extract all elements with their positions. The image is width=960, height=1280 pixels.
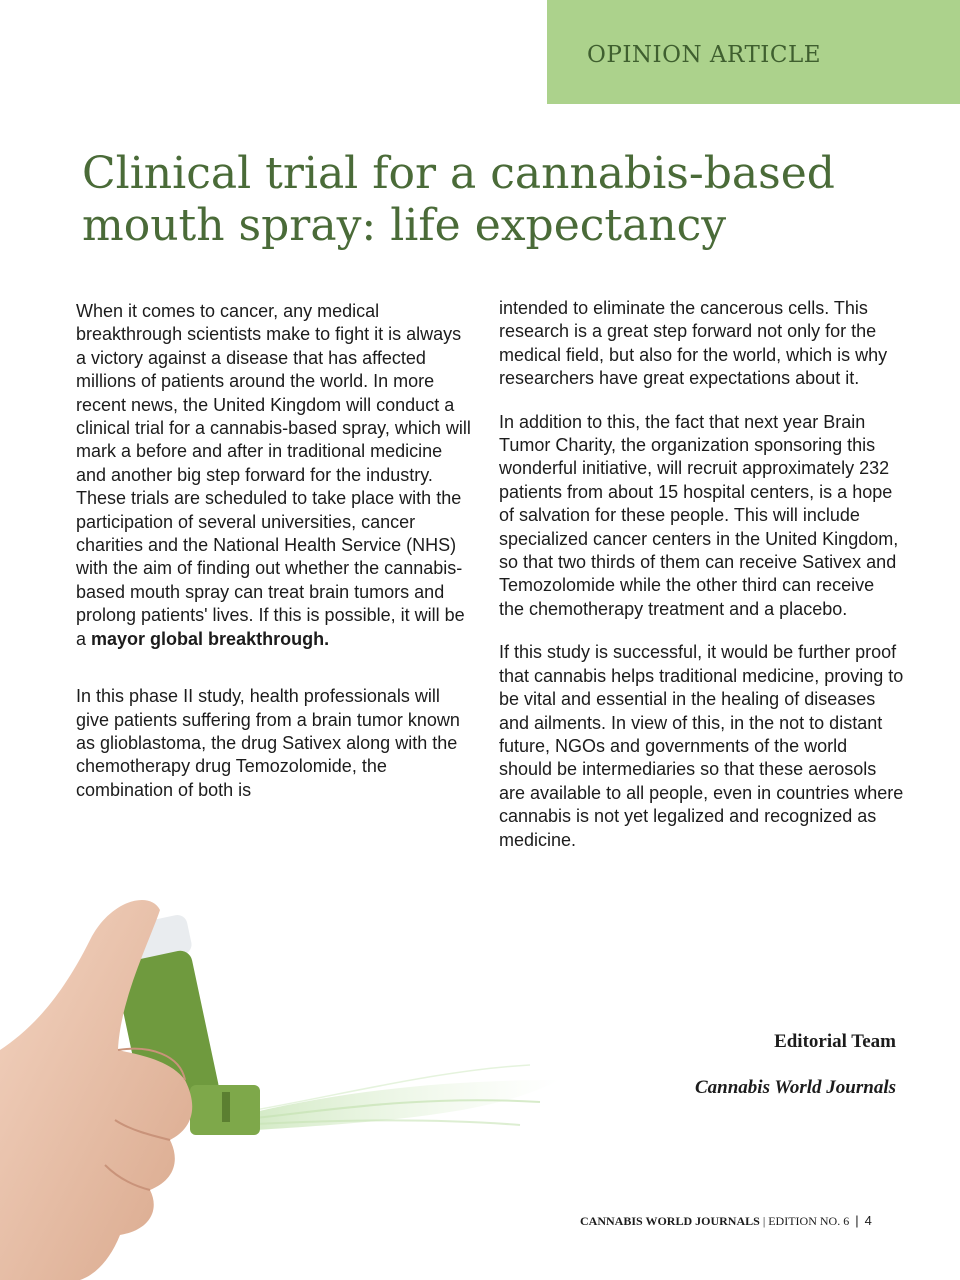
page-number: 4 [864, 1213, 872, 1228]
paragraph: In this phase II study, health professionals will give patients suffering from a brain tumor known as glioblastoma, the drug Sativex along with the chemotherapy drug Temozolomide, the combination of both is [76, 686, 460, 800]
bold-emphasis: mayor global breakthrough. [91, 628, 330, 649]
footer-edition: EDITION NO. 6 [768, 1214, 850, 1228]
paragraph: If this study is successful, it would be further proof that cannabis helps traditional medicine, proving to be vital and essential in the healing of diseases and ailments. In view of this, in the not to distant future, NGOs and governments of the world should be intermediaries so that these aerosols are available to all people, even in countries where cannabis is not yet legalized and recognized as medicine. [499, 642, 904, 850]
paragraph: In addition to this, the fact that next year Brain Tumor Charity, the organization sponsoring this wonderful initiative, will recruit approximately 232 patients from about 15 hospital centers, is a hope of salvation for these people. This will include specialized cancer centers in the United Kingdom, so that two thirds of them can receive Sativex and Temozolomide while the other third can receive the chemotherapy treatment and a placebo. [499, 411, 899, 619]
section-label: OPINION ARTICLE [587, 42, 822, 68]
footer-page-separator: | [855, 1213, 859, 1228]
left-column [76, 300, 476, 802]
spray-mist [255, 1065, 560, 1130]
article-title [82, 148, 842, 252]
footer-journal: CANNABIS WORLD JOURNALS [580, 1214, 760, 1228]
paragraph-text: When it comes to cancer, any medical breakthrough scientists make to fight it is always a victory against a disease that has affected millions of patients around the world. In more recent news, the United Kingdom will conduct a clinical trial for a cannabis-based spray, which will mark a before and after in traditional medicine and another big step forward for the industry. These trials are scheduled to take place with the participation of several universities, cancer charities and the National Health Service (NHS) with the aim of finding out whether the cannabis-based mouth spray can treat brain tumors and prolong patients' lives. If this is possible, it will be a [76, 301, 471, 649]
page-footer [580, 1213, 872, 1229]
title-line-2: mouth spray: life expectancy [82, 200, 727, 251]
title-line-1: Clinical trial for a cannabis-based [82, 148, 835, 199]
footer-separator: | [762, 1214, 766, 1228]
paragraph: intended to eliminate the cancerous cells. This research is a great step forward not only for the medical field, but also for the world, which is why researchers have great expectations about it. [499, 298, 888, 389]
section-banner [547, 0, 960, 104]
signature-journal: Cannabis World Journals [695, 1077, 896, 1098]
right-column [499, 297, 904, 852]
paragraph [76, 300, 476, 651]
signature-team: Editorial Team [774, 1031, 896, 1052]
